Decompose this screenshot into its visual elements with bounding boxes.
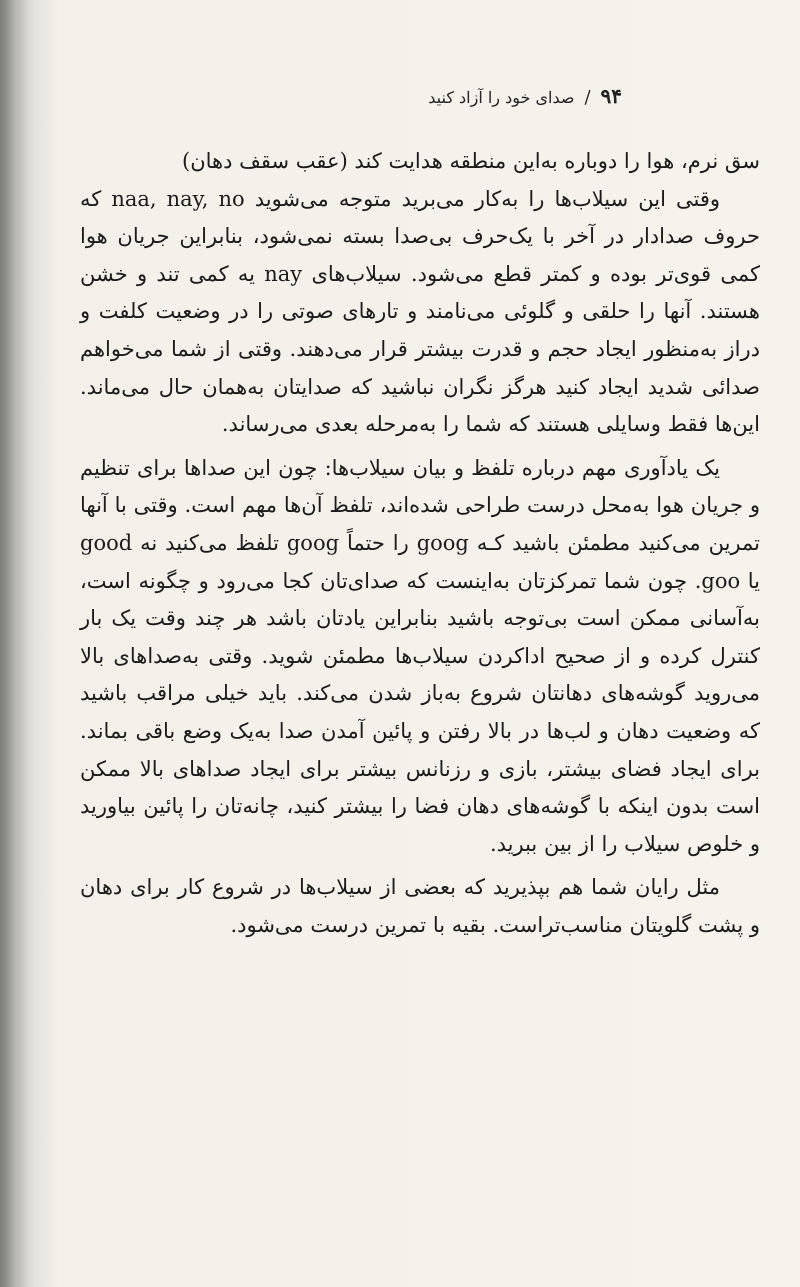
header-separator: / <box>584 87 591 108</box>
book-spine-shadow <box>0 0 26 1287</box>
paragraph-2: وقتی این سیلاب‌ها را به‌کار می‌برید متوجه می‌شوید naa, nay, no که حروف صدادار در آخر با یک‌حرف بی‌صدا بسته نمی‌شود، بنابراین جریان هوا کمی قوی‌تر بوده و کمتر قطع می‌شود. سیلاب‌های nay یه کمی تند و خشن هستند. آنها را حلقی و گلوئی می‌نامند و تارهای صوتی را در وضعیت کلفت و دراز به‌منظور ایجاد حجم و قدرت بیشتر قرار می‌دهند. وقتی از شما می‌خواهم صدائی شدید ایجاد کنید هرگز نگران نباشید که صدایتان به‌همان حال می‌ماند. این‌ها فقط وسایلی هستند که شما را به‌مرحله بعدی می‌رساند. <box>80 186 760 437</box>
paragraph-1: سق نرم، هوا را دوباره به‌این منطقه هدایت کند (عقب سقف دهان) <box>182 149 760 173</box>
body-text <box>80 143 760 944</box>
page-number: ۹۴ <box>600 84 622 108</box>
paragraph-3: یک یادآوری مهم درباره تلفظ و بیان سیلاب‌ها: چون این صداها برای تنظیم و جریان هوا به‌محل درست طراحی شده‌اند، تلفظ آن‌ها مهم است. وقتی با آنها تمرین می‌کنید مطمئن باشید کـه goog را حتماً goog تلفظ می‌کنید نه good یا goo. چون شما تمرکزتان به‌اینست که صدای‌تان کجا می‌رود و چگونه است، به‌آسانی ممکن است بی‌توجه باشید بنابراین یادتان باشد هر چند وقت یک بار کنترل کرده و از صحیح اداکردن سیلاب‌ها مطمئن شوید. وقتی به‌صداهای بالا می‌روید گوشه‌های دهانتان شروع به‌باز شدن می‌کند. باید خیلی مراقب باشید که وضعیت دهان و لب‌ها در بالا رفتن و پائین آمدن صدا به‌یک وضع باقی بماند. برای ایجاد فضای بیشتر، بازی و رزنانس بیشتر برای ایجاد صداهای بالا ممکن است بدون اینکه با گوشه‌های دهان فضا را بیشتر کنید، چانه‌تان را پائین بیاورید و خلوص سیلاب را از بین ببرید. <box>80 455 761 856</box>
book-title: صدای خود را آزاد کنید <box>428 88 575 107</box>
paragraph-4: مثل رایان شما هم بپذیرید که بعضی از سیلاب‌ها در شروع کار برای دهان و پشت گلویتان مناسب‌تراست. بقیه با تمرین درست می‌شود. <box>80 875 760 937</box>
running-header <box>428 84 622 108</box>
